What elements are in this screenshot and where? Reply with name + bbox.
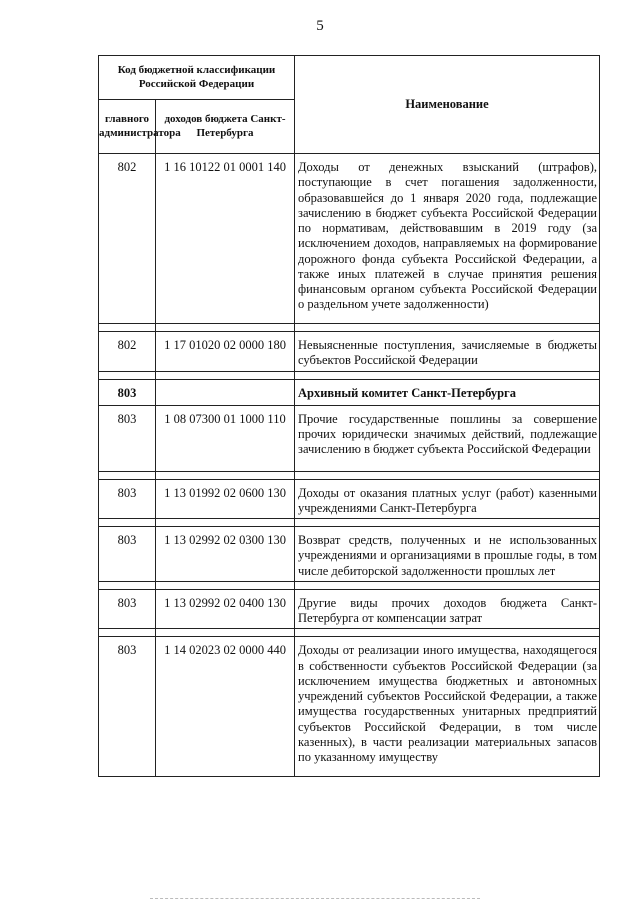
admin-code-cell: 803	[99, 527, 156, 582]
name-cell: Другие виды прочих доходов бюджета Санкт-Петербурга от компенсации затрат	[295, 589, 600, 629]
page-number: 5	[316, 18, 324, 34]
table-row	[99, 379, 600, 405]
header-name: Наименование	[295, 56, 600, 154]
table-row	[99, 479, 600, 519]
table-row	[99, 332, 600, 372]
income-code-cell	[156, 379, 295, 405]
income-code-cell: 1 16 10122 01 0001 140	[156, 154, 295, 324]
admin-code-cell: 803	[99, 637, 156, 777]
admin-code-cell: 802	[99, 154, 156, 324]
name-cell: Доходы от оказания платных услуг (работ) казенными учреждениями Санкт-Петербурга	[295, 479, 600, 519]
header-income: доходов бюджета Санкт-Петербурга	[156, 100, 295, 154]
budget-classification-table	[98, 55, 600, 777]
table-row	[99, 405, 600, 471]
income-code-cell: 1 17 01020 02 0000 180	[156, 332, 295, 372]
footer-divider	[150, 898, 480, 900]
header-code-group: Код бюджетной классификации Российской Федерации	[99, 56, 295, 100]
name-cell: Прочие государственные пошлины за совершение прочих юридически значимых действий, подлежащие зачислению в бюджет субъекта Российской Федерации	[295, 405, 600, 471]
admin-code-cell: 802	[99, 332, 156, 372]
income-code-cell: 1 13 02992 02 0400 130	[156, 589, 295, 629]
table-row	[99, 154, 600, 324]
name-cell: Доходы от денежных взысканий (штрафов), поступающие в счет погашения задолженности, образовавшейся до 1 января 2020 года, подлежащие зачислению в бюджет субъекта Российской Федерации по нормативам, действовавшим в 2019 году (за исключением доходов, направляемых на формирование дорожного фонда субъекта Российской Федерации, а также иных платежей в случае принятия решения финансовым органом субъекта Российской Федерации о раздельном учете задолженности)	[295, 154, 600, 324]
admin-code-cell: 803	[99, 405, 156, 471]
admin-code-cell: 803	[99, 479, 156, 519]
name-cell: Невыясненные поступления, зачисляемые в бюджеты субъектов Российской Федерации	[295, 332, 600, 372]
section-title-cell: Архивный комитет Санкт-Петербурга	[295, 379, 600, 405]
admin-code-cell: 803	[99, 379, 156, 405]
name-cell: Доходы от реализации иного имущества, находящегося в собственности субъектов Российской Федерации (за исключением имущества бюджетных и автономных учреждений субъектов Российской Федерации, а также имущества государственных унитарных предприятий субъектов Российской Федерации, в том числе казенных), в части реализации материальных запасов по указанному имуществу	[295, 637, 600, 777]
table-row	[99, 589, 600, 629]
income-code-cell: 1 08 07300 01 1000 110	[156, 405, 295, 471]
table-row	[99, 637, 600, 777]
income-code-cell: 1 13 01992 02 0600 130	[156, 479, 295, 519]
income-code-cell: 1 14 02023 02 0000 440	[156, 637, 295, 777]
name-cell: Возврат средств, полученных и не использованных учреждениями и организациями в прошлые годы, в том числе дебиторской задолженности прошлых лет	[295, 527, 600, 582]
header-admin: главного администратора	[99, 100, 156, 154]
income-code-cell: 1 13 02992 02 0300 130	[156, 527, 295, 582]
table-row	[99, 527, 600, 582]
admin-code-cell: 803	[99, 589, 156, 629]
